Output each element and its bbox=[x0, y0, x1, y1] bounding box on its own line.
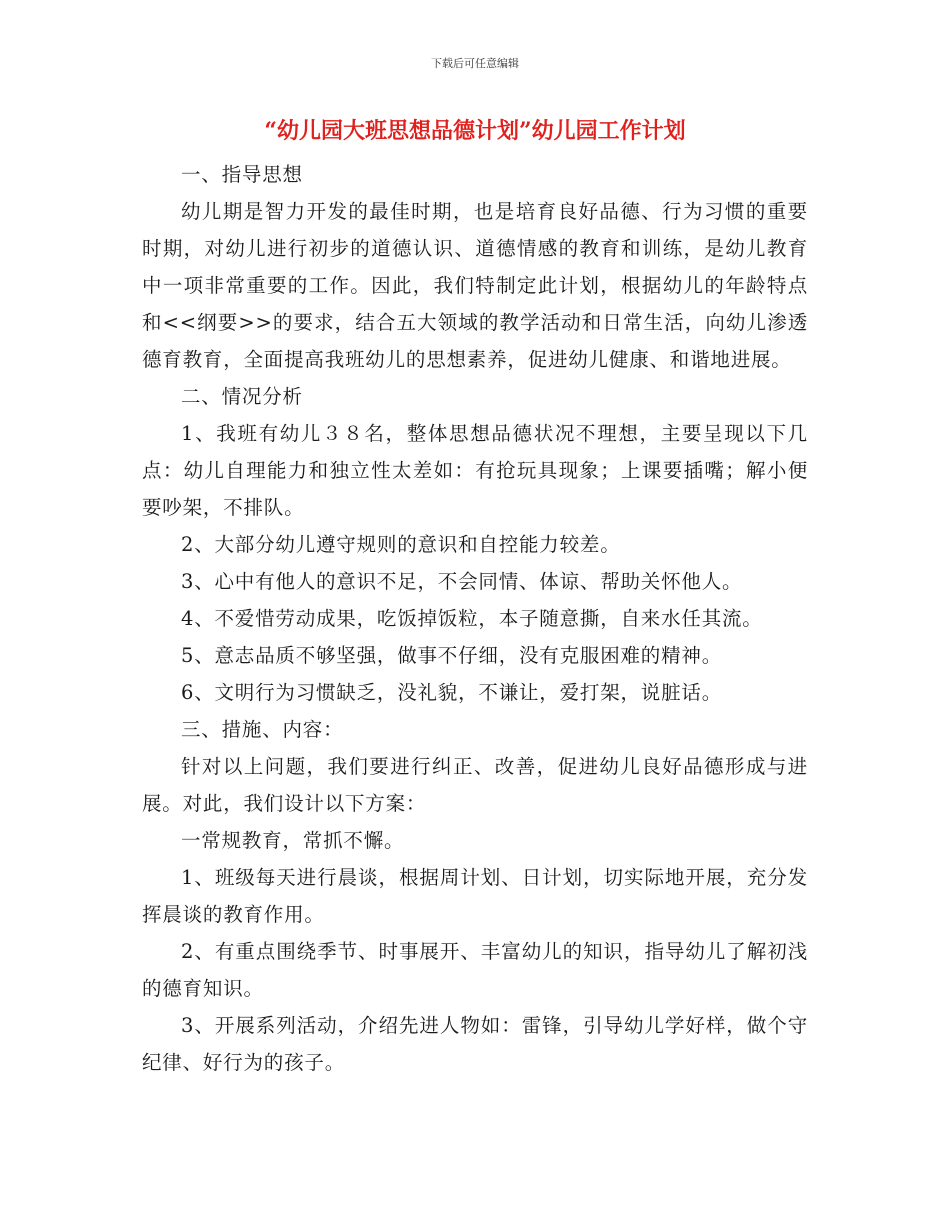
list-item: 4、不爱惜劳动成果，吃饭掉饭粒，本子随意撕，自来水任其流。 bbox=[181, 607, 763, 630]
section-heading-measures: 三、措施、内容： bbox=[181, 718, 344, 741]
subsection-heading: 一常规教育，常抓不懈。 bbox=[181, 829, 405, 852]
section-heading-guiding-thought: 一、指导思想 bbox=[181, 163, 303, 186]
list-item: 1、班级每天进行晨谈，根据周计划、日计划，切实际地开展，充分发挥晨谈的教育作用。 bbox=[142, 866, 808, 926]
list-item: 5、意志品质不够坚强，做事不仔细，没有克服困难的精神。 bbox=[181, 644, 723, 667]
header-note: 下载后可任意编辑 bbox=[431, 57, 519, 70]
list-item: 6、文明行为习惯缺乏，没礼貌，不谦让，爱打架，说脏话。 bbox=[181, 681, 723, 704]
list-item: 2、大部分幼儿遵守规则的意识和自控能力较差。 bbox=[181, 533, 621, 556]
document-title: “幼儿园大班思想品德计划”幼儿园工作计划 bbox=[264, 118, 686, 144]
body-paragraph: 幼儿期是智力开发的最佳时期，也是培育良好品德、行为习惯的重要时期，对幼儿进行初步的道德认识、道德情感的教育和训练，是幼儿教育中一项非常重要的工作。因此，我们特制定此计划，根据幼儿的年龄特点和<<纲要>>的要求，结合五大领域的教学活动和日常生活，向幼儿渗透德育教育，全面提高我班幼儿的思想素养，促进幼儿健康、和谐地进展。 bbox=[142, 200, 808, 371]
list-item: 3、开展系列活动，介绍先进人物如：雷锋，引导幼儿学好样，做个守纪律、好行为的孩子。 bbox=[142, 1014, 808, 1074]
document-body bbox=[142, 156, 808, 1081]
body-paragraph: 针对以上问题，我们要进行纠正、改善，促进幼儿良好品德形成与进展。对此，我们设计以下方案： bbox=[142, 755, 808, 815]
section-heading-situation-analysis: 二、情况分析 bbox=[181, 385, 303, 408]
list-item: 3、心中有他人的意识不足，不会同情、体谅、帮助关怀他人。 bbox=[181, 570, 743, 593]
list-item: 2、有重点围绕季节、时事展开、丰富幼儿的知识，指导幼儿了解初浅的德育知识。 bbox=[142, 940, 808, 1000]
list-item: 1、我班有幼儿３８名，整体思想品德状况不理想，主要呈现以下几点：幼儿自理能力和独立性太差如：有抢玩具现象；上课要插嘴；解小便要吵架，不排队。 bbox=[142, 422, 808, 519]
